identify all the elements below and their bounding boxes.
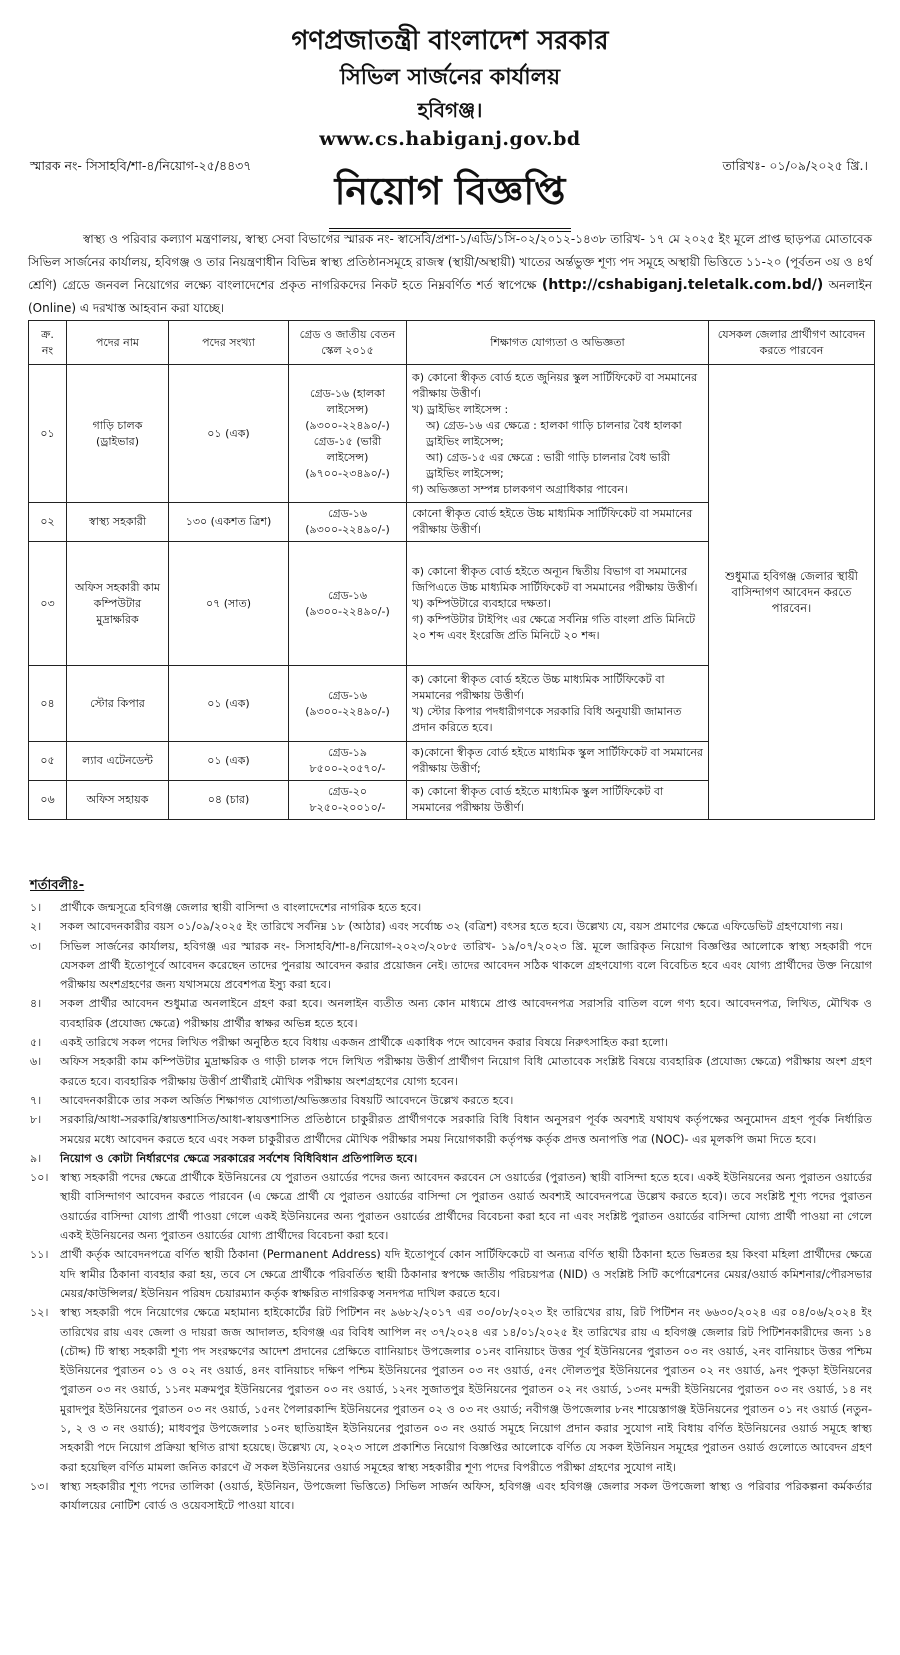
intro-paragraph <box>28 228 872 320</box>
qual-line: গ) অভিজ্ঞতা সম্পন্ন চালকগণ অগ্রাধিকার পাবেন। <box>412 482 628 496</box>
term-item <box>30 1245 872 1303</box>
term-text: সরকারি/আধা-সরকারি/স্বায়ত্তশাসিত/আধা-স্বায়ত্তশাসিত প্রতিষ্ঠানে চাকুরীরত প্রার্থীগণকে সরকারি বিধি বিধান অনুসরণ পূর্বক অবশ্যই যথাযথ কর্তৃপক্ষের অনুমোদন গ্রহণ পূর্বক নির্ধারিত সময়ের মধ্যে আবেদন করতে হবে এবং সকল চাকুরীরত প্রার্থীদের মৌখিক পরীক্ষার সময় নিয়োগকারী কর্তৃপক্ষ কর্তৃক প্রদত্ত অনাপত্তি পত্র (NOC)- এর মূলকপি জমা দিতে হবে। <box>60 1113 872 1146</box>
terms-list <box>30 898 872 1516</box>
row-qualification <box>407 781 709 820</box>
row-qualification <box>407 666 709 742</box>
row-grade: গ্রেড-১৬ (হালকা লাইসেন্স) (৯৩০০-২২৪৯০/-) গ্রেড-১৫ (ভারী লাইসেন্স) (৯৭০০-২৩৪৯০/-) <box>289 365 407 503</box>
term-number: ৫। <box>30 1036 42 1050</box>
row-serial: ০২ <box>29 503 67 542</box>
notice-date: তারিখঃ- ০১/০৯/২০২৫ খ্রি.। <box>722 158 868 173</box>
header-eligibility: যেসকল জেলার প্রার্থীগণ আবেদন করতে পারবেন <box>709 321 875 365</box>
vacancy-table <box>28 320 875 820</box>
term-item <box>30 1033 872 1052</box>
term-text: সিভিল সার্জনের কার্যালয়, হবিগঞ্জ এর স্মারক নং- সিসাহবি/শা-৪/নিয়োগ-২০২৩/২০৮৫ তারিখ- ১৯/০৭/২০২৩ খ্রি. মূলে জারিকৃত নিয়োগ বিজ্ঞপ্তির আলোকে স্বাস্থ্য সহকারী পদে যেসকল প্রার্থী ইতোপূর্বে আবেদন করেছেন তাদের পুনরায় আবেদন করার প্রয়োজন নেই। তাদের আবেদন সঠিক থাকলে গ্রহণযোগ্য বলে বিবেচিত হবে এবং যোগ্য প্রার্থীদের উক্ত নিয়োগ পরীক্ষায় অংশগ্রহণের জন্য যথাসময়ে প্রবেশপত্র ইস্যু করা হবে। <box>60 939 872 992</box>
row-serial: ০৪ <box>29 666 67 742</box>
intro-text-end: অনলাইন (Online) এ দরখাস্ত আহবান করা যাচ্ছে। <box>28 278 872 315</box>
row-count: ১৩০ (একশত ত্রিশ) <box>169 503 289 542</box>
header-qualification: শিক্ষাগত যোগ্যতা ও অভিজ্ঞতা <box>407 321 709 365</box>
header-grade: গ্রেড ও জাতীয় বেতন স্কেল ২০১৫ <box>289 321 407 365</box>
qual-line: খ) কম্পিউটারে ব্যবহারে দক্ষতা। <box>412 596 551 610</box>
row-qualification <box>407 742 709 781</box>
row-grade: গ্রেড-২০ ৮২৫০-২০০১০/- <box>289 781 407 820</box>
terms-heading: শর্তাবলীঃ- <box>30 878 85 893</box>
term-item <box>30 1303 872 1477</box>
term-number: ৮। <box>30 1113 42 1127</box>
row-qualification <box>407 542 709 666</box>
table-row <box>29 365 875 503</box>
memo-number: স্মারক নং- সিসাহবি/শা-৪/নিয়োগ-২৫/৪৪৩৭ <box>30 158 252 173</box>
row-count: ০১ (এক) <box>169 666 289 742</box>
qual-line: ক)কোনো স্বীকৃত বোর্ড হইতে মাধ্যমিক স্কুল সার্টিফিকেট বা সমমানের পরীক্ষায় উত্তীর্ণ; <box>412 746 703 775</box>
row-serial: ০৬ <box>29 781 67 820</box>
term-number: ৪। <box>30 997 42 1011</box>
term-item <box>30 1052 872 1091</box>
term-text: নিয়োগ ও কোটা নির্ধারণের ক্ষেত্রে সরকারের সর্বশেষ বিধিবিধান প্রতিপালিত হবে। <box>60 1151 418 1165</box>
term-number: ১২। <box>30 1306 49 1320</box>
row-post: স্টোর কিপার <box>67 666 169 742</box>
qual-line: ক) কোনো স্বীকৃত বোর্ড হইতে উচ্চ মাধ্যমিক সার্টিফিকেট বা সমমানের পরীক্ষায় উত্তীর্ণ। <box>412 672 665 702</box>
intro-text: স্বাস্থ্য ও পরিবার কল্যাণ মন্ত্রণালয়, স্বাস্থ্য সেবা বিভাগের স্মারক নং- স্বাসেবি/প্রশা-১/এডি/১সি-০২/২০১২-১৪৩৮ তারিখ- ১৭ মে ২০২৫ ইং মূলে প্রাপ্ত ছাড়পত্র মোতাবেক সিভিল সার্জনের কার্যালয়, হবিগঞ্জ ও তার নিয়ন্ত্রণাধীন বিভিন্ন স্বাস্থ্য প্রতিষ্ঠানসমূহে রাজস্ব (স্থায়ী/অস্থায়ী) খাতের অর্ন্তভুক্ত শূণ্য পদ সমূহে অস্থায়ী ভিত্তিতে ১১-২০ (পূর্বতন ৩য় ও ৪র্থ শ্রেণি) গ্রেডে জনবল নিয়োগের লক্ষ্যে বাংলাদেশের প্রকৃত নাগরিকদের নিকট হতে নিম্নবর্ণিত শর্ত স্বাপেক্ষে <box>28 232 872 292</box>
notice-title-text: নিয়োগ বিজ্ঞপ্তি <box>329 162 572 232</box>
row-qualification <box>407 365 709 503</box>
qual-line: ক) কোনো স্বীকৃত বোর্ড হতে জুনিয়র স্কুল সার্টিফিকেট বা সমমানের পরীক্ষায় উত্তীর্ণ। <box>412 370 698 400</box>
row-grade: গ্রেড-১৬ (৯৩০০-২২৪৯০/-) <box>289 542 407 666</box>
header-serial: ক্র. নং <box>29 321 67 365</box>
row-qualification <box>407 503 709 542</box>
term-text: সকল প্রার্থীর আবেদন শুধুমাত্র অনলাইনে গ্রহণ করা হবে। অনলাইন ব্যতীত অন্য কোন মাধ্যমে প্রাপ্ত আবেদনপত্র সরাসরি বাতিল বলে গণ্য হবে। আবেদনপত্র, লিখিত, মৌখিক ও ব্যবহারিক (প্রযোজ্য ক্ষেত্রে) পরীক্ষায় প্রার্থীর স্বাক্ষর অভিন্ন হতে হবে। <box>60 997 872 1030</box>
term-item <box>30 1149 872 1168</box>
term-item <box>30 1091 872 1110</box>
row-serial: ০৩ <box>29 542 67 666</box>
term-text: প্রার্থী কর্তৃক আবেদনপত্রে বর্ণিত স্থায়ী ঠিকানা (Permanent Address) যদি ইতোপূর্বে কোন সার্টিফিকেটে বা অন্যত্র বর্ণিত স্থায়ী ঠিকানা হতে ভিন্নতর হয় কিংবা মহিলা প্রার্থীদের ক্ষেত্রে যদি স্বামীর ঠিকানা ব্যবহার করা হয়, তবে সে ক্ষেত্রে প্রার্থীকে পরিবর্তিত স্থায়ী ঠিকানার স্বপক্ষে জাতীয় পরিচয়পত্র (NID) ও সংশ্লিষ্ট সিটি কর্পোরেশনের মেয়র/ওয়ার্ড কমিশনার/পৌরসভার মেয়র/কাউন্সিলর/ ইউনিয়ন পরিষদ চেয়ারম্যান কর্তৃক স্বাক্ষরিত নাগরিকত্ব সনদপত্র দাখিল করতে হবে। <box>60 1248 872 1300</box>
term-number: ১৩। <box>30 1479 49 1493</box>
row-count: ০৭ (সাত) <box>169 542 289 666</box>
office-heading: সিভিল সার্জনের কার্যালয় <box>339 65 561 90</box>
application-url[interactable]: (http://cshabiganj.teletalk.com.bd/) <box>541 277 824 293</box>
term-item <box>30 1168 872 1245</box>
term-text: একই তারিখে সকল পদের লিখিত পরীক্ষা অনুষ্ঠিত হবে বিধায় একজন প্রার্থীকে একাধিক পদে আবেদন করার বিষয়ে নিরুৎসাহিত করা হলো। <box>60 1036 669 1050</box>
row-grade: গ্রেড-১৬ (৯৩০০-২২৪৯০/-) <box>289 503 407 542</box>
term-text: অফিস সহকারী কাম কম্পিউটার মুদ্রাক্ষরিক ও গাড়ী চালক পদে লিখিত পরীক্ষায় উত্তীর্ণ প্রার্থীগণ নিয়োগ বিধি মোতাবেক সংশ্লিষ্ট বিষয়ে ব্যবহারিক (প্রযোজ্য ক্ষেত্রে) পরীক্ষায় অংশ গ্রহণ করতে হবে। ব্যবহারিক পরীক্ষায় উত্তীর্ণ প্রার্থীরাই মৌখিক পরীক্ষায় অংশগ্রহণের যোগ্য হবেন। <box>60 1055 872 1088</box>
term-text: স্বাস্থ্য সহকারীর শূণ্য পদের তালিকা (ওয়ার্ড, ইউনিয়ন, উপজেলা ভিত্তিতে) সিভিল সার্জন অফিস, হবিগঞ্জ এবং হবিগঞ্জ জেলার সকল উপজেলা স্বাস্থ্য ও পরিবার পরিকল্পনা কর্মকর্তার কার্যালয়ের নোটিশ বোর্ড ও ওয়েবসাইটে পাওয়া যাবে। <box>60 1479 872 1513</box>
notice-title <box>0 162 900 232</box>
row-serial: ০১ <box>29 365 67 503</box>
qual-line: ক) কোনো স্বীকৃত বোর্ড হইতে অন্যূন দ্বিতীয় বিভাগ বা সমমানের জিপিএতে উচ্চ মাধ্যমিক সার্টিফিকেট বা সমমানের পরীক্ষায় উত্তীর্ণ। <box>412 564 698 594</box>
government-heading: গণপ্রজাতন্ত্রী বাংলাদেশ সরকার <box>291 26 609 56</box>
header-count: পদের সংখ্যা <box>169 321 289 365</box>
term-number: ৩। <box>30 939 42 953</box>
row-post: অফিস সহায়ক <box>67 781 169 820</box>
term-number: ১০। <box>30 1171 49 1185</box>
qual-line: গ) কম্পিউটার টাইপিং এর ক্ষেত্রে সর্বনিম্ন গতি বাংলা প্রতি মিনিটে ২০ শব্দ এবং ইংরেজি প্রতি মিনিটে ২০ শব্দ। <box>412 612 696 642</box>
term-number: ১। <box>30 901 42 914</box>
row-post: স্বাস্থ্য সহকারী <box>67 503 169 542</box>
term-item <box>30 898 872 917</box>
term-text: স্বাস্থ্য সহকারী পদের ক্ষেত্রে প্রার্থীকে ইউনিয়নের যে পুরাতন ওয়ার্ডের পদের জন্য আবেদন করবেন সে ওয়ার্ডের (পুরাতন) স্থায়ী বাসিন্দা হতে হবে। একই ইউনিয়নের অন্য পুরাতন ওয়ার্ডের স্থায়ী বাসিন্দাগণ আবেদন করতে পারবেন (এ ক্ষেত্রে প্রার্থী যে পুরাতন ওয়ার্ডের বাসিন্দা সে পুরাতন ওয়ার্ড অবশ্যই আবেদনপত্রে উল্লেখ করতে হবে)। তবে সংশ্লিষ্ট শূণ্য পদের পুরাতন ওয়ার্ডের বাসিন্দা যোগ্য প্রার্থী পাওয়া গেলে একই ইউনিয়নের অন্য পুরাতন ওয়ার্ডের প্রার্থীদের বিবেচনা করা হবে না এবং সংশ্লিষ্ট পুরাতন ওয়ার্ডের বাসিন্দা যোগ্য প্রার্থী পাওয়া না গেলে একই ইউনিয়নের অন্য পুরাতন ওয়ার্ডের যোগ্য প্রার্থীদের বিবেচনা করা হবে। <box>60 1171 872 1243</box>
term-number: ৭। <box>30 1093 42 1107</box>
row-count: ০১ (এক) <box>169 365 289 503</box>
table-header-row <box>29 321 875 365</box>
row-post: অফিস সহকারী কাম কম্পিউটার মুদ্রাক্ষরিক <box>67 542 169 666</box>
qual-line: আ) গ্রেড-১৫ এর ক্ষেত্রে : ভারী গাড়ি চালনার বৈধ ভারী ড্রাইভিং লাইসেন্স; <box>426 450 671 480</box>
eligibility-cell: শুধুমাত্র হবিগঞ্জ জেলার স্থায়ী বাসিন্দাগণ আবেদন করতে পারবেন। <box>709 365 875 820</box>
qual-line: খ) স্টোর কিপার পদধারীগণকে সরকারি বিধি অনুযায়ী জামানত প্রদান করিতে হবে। <box>412 704 682 734</box>
row-count: ০১ (এক) <box>169 742 289 781</box>
row-count: ০৪ (চার) <box>169 781 289 820</box>
term-item <box>30 1110 872 1149</box>
row-post: গাড়ি চালক (ড্রাইভার) <box>67 365 169 503</box>
header-post: পদের নাম <box>67 321 169 365</box>
qual-line: খ) ড্রাইভিং লাইসেন্স : <box>412 402 509 416</box>
qual-line: অ) গ্রেড-১৬ এর ক্ষেত্রে : হালকা গাড়ি চালনার বৈধ হালকা ড্রাইভিং লাইসেন্স; <box>426 418 682 448</box>
qual-line: কোনো স্বীকৃত বোর্ড হইতে উচ্চ মাধ্যমিক সার্টিফিকেট বা সমমানের পরীক্ষায় উত্তীর্ণ। <box>412 507 693 536</box>
row-serial: ০৫ <box>29 742 67 781</box>
term-number: ৯। <box>30 1151 42 1165</box>
term-item <box>30 994 872 1033</box>
term-item <box>30 937 872 995</box>
term-text: স্বাস্থ্য সহকারী পদে নিয়োগের ক্ষেত্রে মহামান্য হাইকোর্টের রিট পিটিশন নং ৯৬৮২/২০১৭ এর ৩০/০৮/২০২৩ ইং তারিখের রায়, রিট পিটিশন নং ৬৬৩০/২০২৪ এর ০৪/০৬/২০২৪ ইং তারিখের রায় এবং জেলা ও দায়রা জজ আদালত, হবিগঞ্জ এর বিবিধ আপিল নং ৩৭/২০২৪ এর ১৪/০১/২০২৫ ইং তারিখের রায় এ হবিগঞ্জ জেলার রিট পিটিশনকারীদের জন্য ১৪ (চৌদ্দ) টি স্বাস্থ্য সহকারী শূণ্য পদ সংরক্ষণের আদেশ প্রদানের প্রেক্ষিতে বাানিয়াচং উপজেলার ০১নং বানিয়াচং উত্তর পূর্ব ইউনিয়নের পুরাতন ০৩ নং ওয়ার্ড, ২নং বানিয়াচং উত্তর পশ্চিম ইউনিয়নের পুরাতন ০১ ও ০২ নং ওয়ার্ড, ৪নং বানিয়াচং দক্ষিণ পশ্চিম ইউনিয়নের পুরাতন ০৩ নং ওয়ার্ড, ৫নং দৌলতপুর ইউনিয়নের পুরাতন ০২ নং ওয়ার্ড, ৯নং পুকড়া ইউনিয়নের পুরাতন ০৩ নং ওয়ার্ড, ১১নং মক্রমপুর ইউনিয়নের পুরাতন ০৩ নং ওয়ার্ড, ১২নং সুজাতপুর ইউনিয়নের পুরাতন ০২ নং ওয়ার্ড, ১৩নং মন্দরী ইউনিয়নের পুরাতন ০৩ নং ওয়ার্ড, ১৪ নং মুরাদপুর ইউনিয়নের পুরাতন ০৩ নং ওয়ার্ড, ১৫নং পৈলারকান্দি ইউনিয়নের পুরাতন ০২ ও ০৩ নং ওয়ার্ড; নবীগঞ্জ উপজেলার ৮নং শায়েস্তাগঞ্জ ইউনিয়নের পুরাতন ০১ নং ওয়ার্ড (নতুন- ১, ২ ও ৩ নং ওয়ার্ড); মাধবপুর উপজেলার ১০নং ছাতিয়াইন ইউনিয়নের পুরাতন ০৩ নং ওয়ার্ড সমূহে নিয়োগ প্রদান করার সুযোগ নাই বিধায় বর্ণিত ইউনিয়নের ওয়ার্ড সমূহে স্বাস্থ্য সহকারী পদে নিয়োগ প্রক্রিয়া স্থগিত রাখা হয়েছে। উল্লেখ্য যে, ২০২৩ সালে প্রকাশিত নিয়োগ বিজ্ঞপ্তির আলোকে বর্ণিত যে সকল ইউনিয়ন সমূহের পুরাতন ওয়ার্ড গুলোতে আবেদন গ্রহণ করা হয়েছিল বর্ণিত মামলা জনিত কারণে ঐ সকল ইউনিয়নের ওয়ার্ড সমূহের স্বাস্থ্য সহকারীর শূণ্য পদের বিপরীতে পরীক্ষা গ্রহণের সুযোগ নাই। <box>60 1306 872 1474</box>
qual-line: ক) কোনো স্বীকৃত বোর্ড হইতে মাধ্যমিক স্কুল সার্টিফিকেট বা সমমানের পরীক্ষায় উত্তীর্ণ। <box>412 785 664 814</box>
term-number: ৬। <box>30 1055 42 1069</box>
term-text: প্রার্থীকে জন্মসূত্রে হবিগঞ্জ জেলার স্থায়ী বাসিন্দা ও বাংলাদেশের নাগরিক হতে হবে। <box>60 901 422 914</box>
district-heading: হবিগঞ্জ। <box>417 98 483 122</box>
term-text: আবেদনকারীকে তার সকল অর্জিত শিক্ষাগত যোগ্যতা/অভিজ্ঞতার বিষয়টি আবেদনে উল্লেখ করতে হবে। <box>60 1093 514 1107</box>
term-item <box>30 1477 872 1516</box>
term-number: ২। <box>30 920 42 934</box>
row-grade: গ্রেড-১৬ (৯৩০০-২২৪৯০/-) <box>289 666 407 742</box>
term-number: ১১। <box>30 1248 49 1262</box>
row-grade: গ্রেড-১৯ ৮৫০০-২০৫৭০/- <box>289 742 407 781</box>
row-post: ল্যাব এটেনডেন্ট <box>67 742 169 781</box>
term-item <box>30 917 872 936</box>
website-link[interactable]: www.cs.habiganj.gov.bd <box>319 128 581 150</box>
term-text: সকল আবেদনকারীর বয়স ০১/০৯/২০২৫ ইং তারিখে সর্বনিম্ন ১৮ (আঠার) এবং সর্বোচ্চ ৩২ (বত্রিশ) বৎসর হতে হবে। উল্লেখ্য যে, বয়স প্রমাণের ক্ষেত্রে এফিডেভিট গ্রহণযোগ্য নয়। <box>60 920 843 934</box>
